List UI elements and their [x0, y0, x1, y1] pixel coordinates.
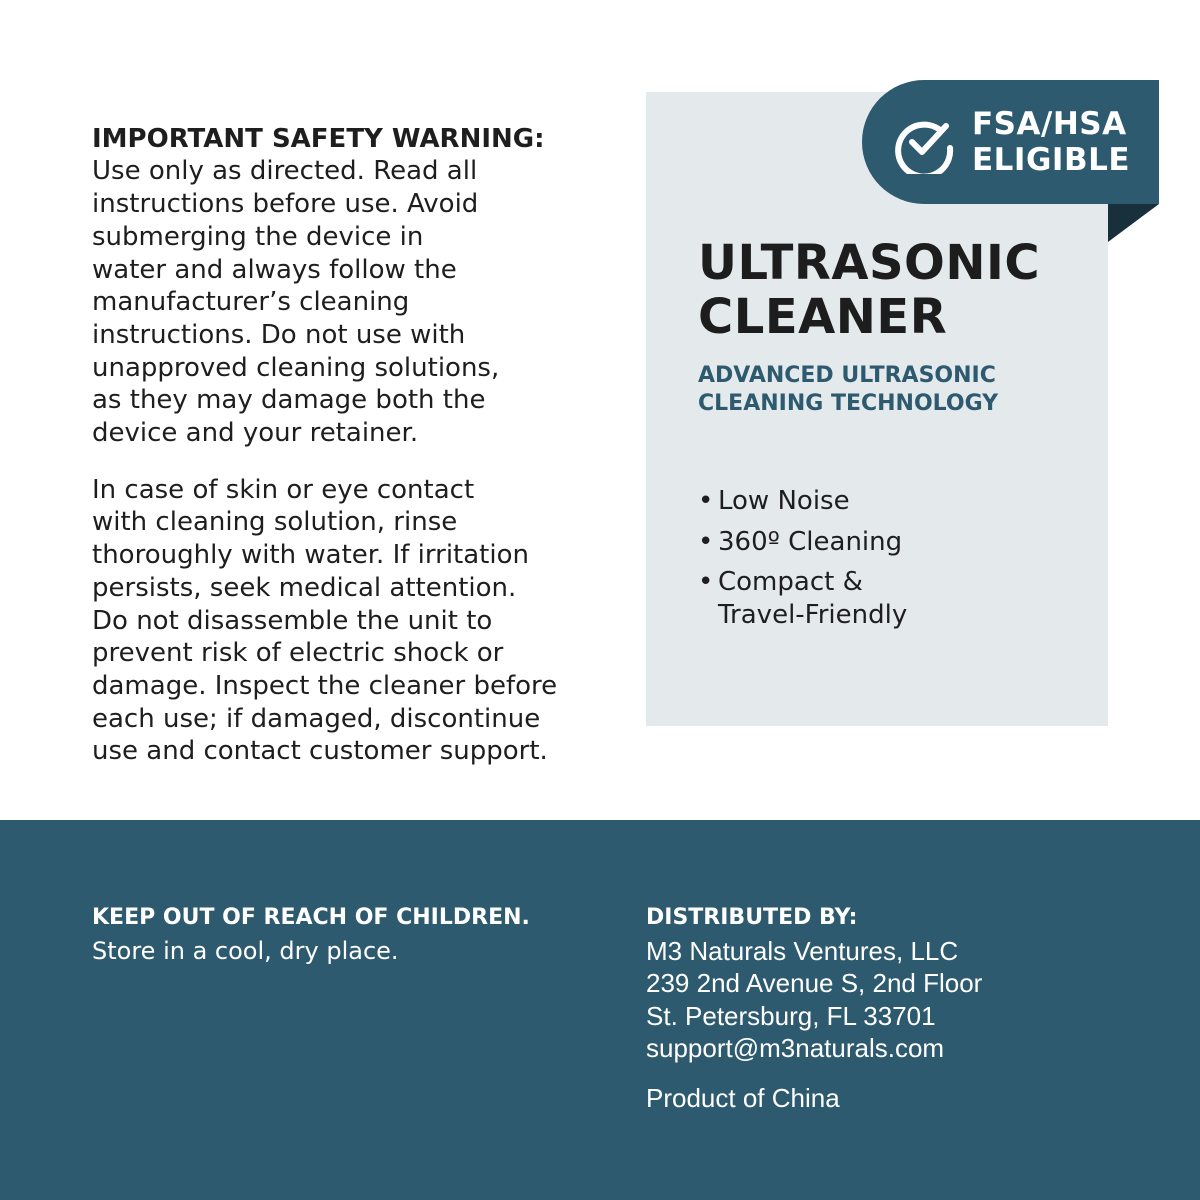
address-line-1: 239 2nd Avenue S, 2nd Floor	[646, 968, 983, 998]
product-title: ULTRASONIC CLEANER	[698, 235, 1041, 345]
feature-item	[698, 485, 1098, 518]
feature-label: 360º Cleaning	[718, 526, 903, 557]
support-email: support@m3naturals.com	[646, 1033, 945, 1063]
footer-band	[0, 820, 1200, 1200]
feature-label: Compact & Travel-Friendly	[718, 567, 908, 630]
company-name: M3 Naturals Ventures, LLC	[646, 935, 959, 966]
country-of-origin: Product of China	[646, 1082, 840, 1113]
storage-notice	[92, 902, 592, 967]
bullet-icon: •	[698, 567, 714, 597]
warning-paragraph-2: In case of skin or eye contact with cleaning solution, rinse thoroughly with water. If irritation persists, seek medical attention. Do not disassemble the unit to prevent risk of electric shock or damage. Inspect the cleaner before each use; if damaged, discontinue use and contact customer support.	[92, 474, 558, 767]
product-subtitle: ADVANCED ULTRASONIC CLEANING TECHNOLOGY	[698, 363, 999, 416]
warning-paragraph-1	[92, 90, 592, 450]
feature-label: Low Noise	[718, 486, 850, 516]
check-circle-icon	[892, 110, 956, 174]
warning-heading: IMPORTANT SAFETY WARNING:	[92, 123, 545, 154]
badge-text: FSA/HSA ELIGIBLE	[972, 106, 1131, 178]
address-line-2: St. Petersburg, FL 33701	[646, 1000, 936, 1031]
feature-item	[698, 566, 1098, 631]
feature-list	[698, 485, 1098, 639]
warning-text-1: Use only as directed. Read all instructions before use. Avoid submerging the device in water and always follow the manufacturer’s cleaning instructions. Do not use with unapproved cleaning solutions, as they may damage both the device and your retainer.	[92, 156, 500, 449]
distributor-info	[646, 902, 1166, 1114]
distributor-heading: DISTRIBUTED BY:	[646, 905, 858, 930]
keep-heading: KEEP OUT OF REACH OF CHILDREN.	[92, 905, 530, 930]
feature-item	[698, 526, 1098, 559]
fsa-hsa-badge	[862, 80, 1159, 204]
keep-text: Store in a cool, dry place.	[92, 936, 399, 965]
bullet-icon: •	[698, 526, 714, 557]
bullet-icon: •	[698, 486, 714, 516]
badge-fold	[1108, 204, 1159, 242]
safety-warning	[92, 90, 592, 768]
